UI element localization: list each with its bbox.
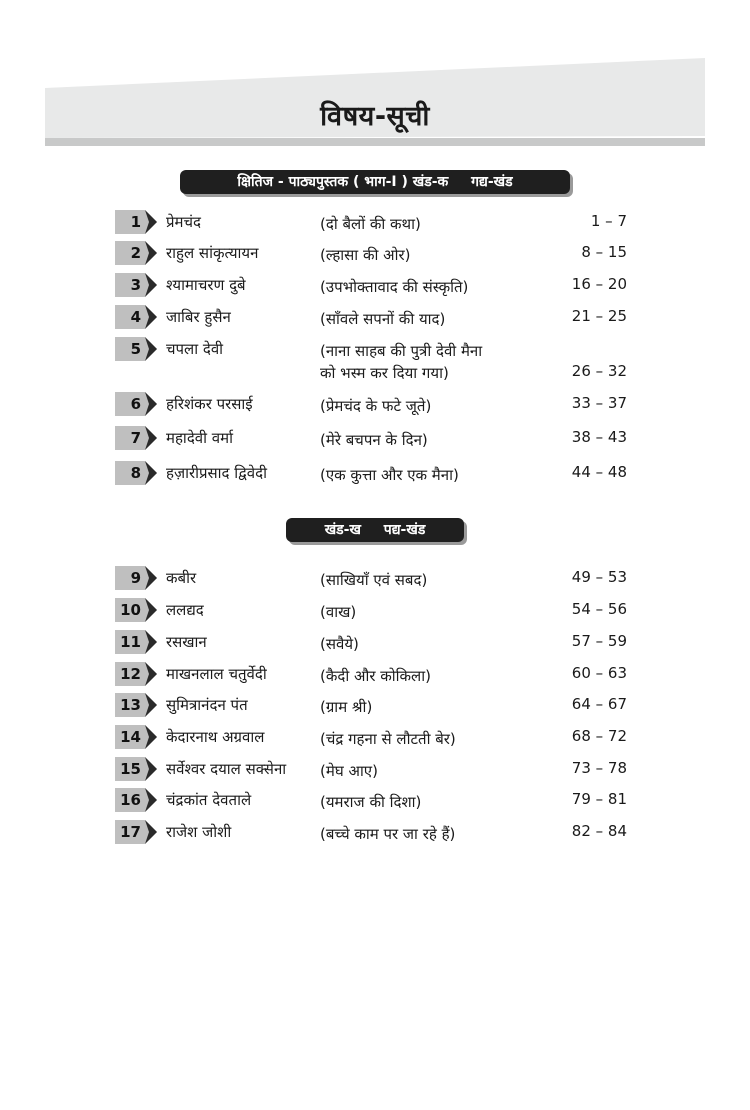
section-label-poetry	[286, 518, 464, 542]
entry-number: 10	[120, 601, 141, 619]
number-arrow-badge	[115, 305, 159, 329]
toc-entry	[0, 273, 750, 299]
entry-work: (मेघ आए)	[320, 762, 378, 780]
entry-number: 7	[130, 429, 141, 447]
entry-work: (मेरे बचपन के दिन)	[320, 431, 428, 449]
entry-number: 5	[130, 340, 141, 358]
entry-pages: 38 – 43	[571, 428, 627, 446]
entry-number: 14	[120, 728, 141, 746]
toc-entry	[0, 566, 750, 592]
entry-pages: 79 – 81	[571, 790, 627, 808]
entry-pages: 54 – 56	[571, 600, 627, 618]
entry-number: 16	[120, 791, 141, 809]
entry-pages: 49 – 53	[571, 568, 627, 586]
entry-number: 6	[130, 395, 141, 413]
entry-number: 3	[130, 276, 141, 294]
entry-author: रसखान	[166, 633, 207, 651]
number-arrow-badge	[115, 757, 159, 781]
entry-pages: 33 – 37	[571, 394, 627, 412]
number-arrow-badge	[115, 630, 159, 654]
entry-work: (वाख)	[320, 603, 357, 621]
toc-entry	[0, 305, 750, 331]
entry-work: (यमराज की दिशा)	[320, 793, 422, 811]
entry-pages: 68 – 72	[571, 727, 627, 745]
section-label-part: खंड-ख	[324, 522, 361, 538]
entry-work: (प्रेमचंद के फटे जूते)	[320, 397, 432, 415]
entry-work: (साखियाँ एवं सबद)	[320, 571, 428, 589]
entry-pages: 60 – 63	[571, 664, 627, 682]
entry-number: 11	[120, 633, 141, 651]
entry-author: चपला देवी	[166, 340, 224, 358]
entry-author: महादेवी वर्मा	[166, 429, 233, 447]
toc-entry	[0, 630, 750, 656]
number-arrow-badge	[115, 725, 159, 749]
entry-author: हरिशंकर परसाई	[166, 395, 253, 413]
number-arrow-badge	[115, 820, 159, 844]
entry-number: 8	[130, 464, 141, 482]
number-arrow-badge	[115, 788, 159, 812]
section-label-prose	[180, 170, 570, 194]
entry-work: (कैदी और कोकिला)	[320, 667, 431, 685]
entry-author: राहुल सांकृत्यायन	[166, 244, 259, 262]
toc-entry	[0, 662, 750, 688]
number-arrow-badge	[115, 693, 159, 717]
entry-author: सर्वेश्वर दयाल सक्सेना	[166, 760, 287, 778]
number-arrow-badge	[115, 241, 159, 265]
entry-pages: 64 – 67	[571, 695, 627, 713]
entry-work: (चंद्र गहना से लौटती बेर)	[320, 730, 456, 748]
entry-author: केदारनाथ अग्रवाल	[166, 728, 265, 746]
toc-entry	[0, 392, 750, 418]
number-arrow-badge	[115, 392, 159, 416]
page-title: विषय-सूची	[320, 101, 430, 132]
toc-entry	[0, 757, 750, 783]
entry-work: (दो बैलों की कथा)	[320, 215, 421, 233]
entry-number: 13	[120, 696, 141, 714]
toc-entry	[0, 241, 750, 267]
toc-entry	[0, 337, 750, 387]
entry-author: माखनलाल चतुर्वेदी	[166, 665, 267, 683]
toc-entry	[0, 426, 750, 452]
entry-pages: 21 – 25	[571, 307, 627, 325]
entry-author: जाबिर हुसैन	[166, 308, 231, 326]
entry-pages: 44 – 48	[571, 463, 627, 481]
entry-work: (एक कुत्ता और एक मैना)	[320, 466, 459, 484]
number-arrow-badge	[115, 337, 159, 361]
number-arrow-badge	[115, 426, 159, 450]
entry-pages: 8 – 15	[581, 243, 627, 261]
entry-work-line2: को भस्म कर दिया गया)	[320, 364, 449, 382]
number-arrow-badge	[115, 598, 159, 622]
entry-number: 12	[120, 665, 141, 683]
entry-work: (नाना साहब की पुत्री देवी मैना	[320, 342, 483, 360]
entry-work: (ल्हासा की ओर)	[320, 246, 411, 264]
entry-pages: 57 – 59	[571, 632, 627, 650]
entry-pages: 26 – 32	[571, 362, 627, 380]
entry-work: (बच्चे काम पर जा रहे हैं)	[320, 825, 456, 843]
section-label-part: क्षितिज - पाठ्यपुस्तक ( भाग-I ) खंड-क	[237, 174, 449, 190]
toc-entry	[0, 820, 750, 846]
entry-author: प्रेमचंद	[166, 213, 201, 231]
entry-author: सुमित्रानंदन पंत	[166, 696, 248, 714]
toc-entry	[0, 598, 750, 624]
number-arrow-badge	[115, 210, 159, 234]
toc-entry	[0, 788, 750, 814]
entry-author: कबीर	[166, 569, 197, 587]
entry-number: 1	[130, 213, 141, 231]
entry-pages: 16 – 20	[571, 275, 627, 293]
entry-number: 2	[130, 244, 141, 262]
entry-author: हज़ारीप्रसाद द्विवेदी	[166, 464, 267, 482]
entry-number: 17	[120, 823, 141, 841]
number-arrow-badge	[115, 662, 159, 686]
entry-author: ललद्यद	[166, 601, 204, 619]
toc-entry	[0, 725, 750, 751]
number-arrow-badge	[115, 273, 159, 297]
entry-work: (उपभोक्तावाद की संस्कृति)	[320, 278, 469, 296]
entry-author: श्यामाचरण दुबे	[166, 276, 246, 294]
entry-work: (सवैये)	[320, 635, 359, 653]
toc-entry	[0, 693, 750, 719]
number-arrow-badge	[115, 461, 159, 485]
section-label-part: पद्य-खंड	[383, 522, 426, 538]
entry-pages: 1 – 7	[590, 212, 627, 230]
entry-work: (ग्राम श्री)	[320, 698, 373, 716]
entry-pages: 82 – 84	[571, 822, 627, 840]
toc-entry	[0, 210, 750, 236]
entry-author: राजेश जोशी	[166, 823, 232, 841]
entry-author: चंद्रकांत देवताले	[166, 791, 252, 809]
entry-work: (साँवले सपनों की याद)	[320, 310, 446, 328]
number-arrow-badge	[115, 566, 159, 590]
entry-number: 4	[130, 308, 141, 326]
section-label-part: गद्य-खंड	[471, 174, 513, 190]
entry-pages: 73 – 78	[571, 759, 627, 777]
entry-number: 15	[120, 760, 141, 778]
entry-number: 9	[130, 569, 141, 587]
toc-entry	[0, 461, 750, 487]
